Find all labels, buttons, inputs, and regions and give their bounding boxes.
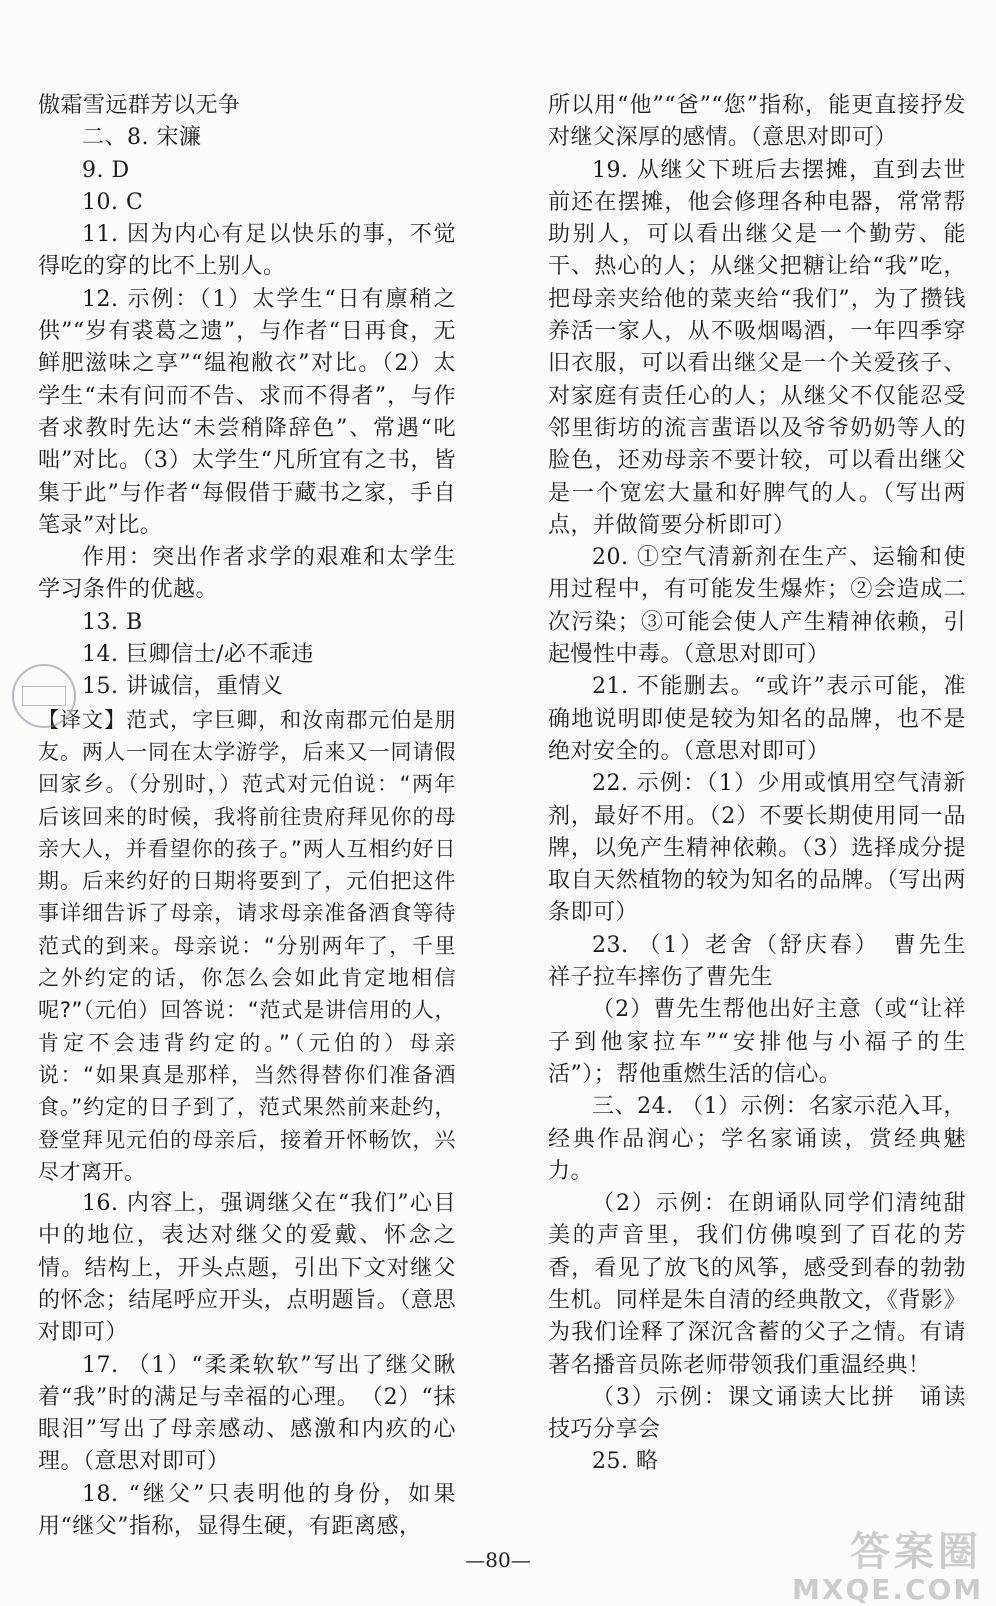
translation-paragraph: 【译文】范式，字巨卿，和汝南郡元伯是朋友。两人一同在太学游学，后来又一同请假回家乡。（分别时，）范式对元伯说：“两年后该回来的时候，我将前往贵府拜见你的母亲大人，并看望你的孩子。”两人互相约好日期。后来约好的日期将要到了，元伯把这件事详细告诉了母亲，请求母亲准备酒食等待范式的到来。母亲说：“分别两年了，千里之外约定的话，你怎么会如此肯定地相信呢?”（元伯）回答说：“范式是讲信用的人，肯定不会违背约定的。”（元伯的）母亲说：“如果真是那样，当然得替你们准备酒食。”约定的日子到了，范式果然前来赴约，登堂拜见元伯的母亲后，接着开怀畅饮，兴尽才离开。 xyxy=(38,707,456,1184)
answer-paragraph: 22. 示例：（1）少用或慎用空气清新剂，最好不用。（2）不要长期使用同一品牌，以免产生精神依赖。（3）选择成分提取自天然植物的较为知名的品牌。（写出两条即可） xyxy=(548,771,966,926)
answer-paragraph: 13. B xyxy=(82,609,143,635)
answer-paragraph: 23. （1）老舍（舒庆春） 曹先生 祥子拉车摔伤了曹先生 xyxy=(548,932,989,991)
answer-paragraph: 21. 不能删去。“或许”表示可能，准确地说明即使是较为知名的品牌，也不是绝对安全的。（意思对即可） xyxy=(548,674,966,764)
answer-paragraph: （2）曹先生帮他出好主意（或“让祥子到他家拉车”“安排他与小福子的生活”）；帮他重燃生活的信心。 xyxy=(548,997,966,1087)
stamp-icon xyxy=(12,664,76,728)
answer-paragraph: 20. ①空气清新剂在生产、运输和使用过程中，有可能发生爆炸；②会造成二次污染；③可能会使人产生精神依赖，引起慢性中毒。（意思对即可） xyxy=(548,545,966,668)
answer-paragraph: 9. D xyxy=(82,157,130,183)
answer-paragraph: 11. 因为内心有足以快乐的事，不觉得吃的穿的比不上别人。 xyxy=(38,222,456,280)
answer-paragraph: 12. 示例：（1）太学生“日有廪稍之供”“岁有裘葛之遗”，与作者“日再食，无鲜肥滋味之享”“缊袍敝衣”对比。（2）太学生“未有问而不告、求而不得者”，与作者求教时先达“未尝稍降辞色”、常遇“叱咄”对比。（3）太学生“凡所宜有之书，皆集于此”与作者“每假借于藏书之家，手自笔录”对比。 xyxy=(38,286,456,538)
left-column xyxy=(38,90,456,1543)
answer-paragraph: 19. 从继父下班后去摆摊，直到去世前还在摆摊，他会修理各种电器，常常帮助别人，可以看出继父是一个勤劳、能干、热心的人；从继父把糖让给“我”吃，把母亲夹给他的菜夹给“我们”，为了攒钱养活一家人，从不吸烟喝酒，一年四季穿旧衣服，可以看出继父是一个关爱孩子、对家庭有责任心的人；从继父不仅能忍受邻里街坊的流言蜚语以及爷爷奶奶等人的脸色，还劝母亲不要计较，可以看出继父是一个宽宏大量和好脾气的人。（写出两点，并做简要分析即可） xyxy=(548,157,966,538)
answer-paragraph: 傲霜雪远群芳以无争 xyxy=(38,93,241,118)
answer-paragraph: 二、8. 宋濂 xyxy=(82,125,202,151)
answer-paragraph: 10. C xyxy=(82,189,144,215)
answer-paragraph: 14. 巨卿信士/必不乖违 xyxy=(82,642,314,668)
answer-paragraph: 所以用“他”“爸”“您”指称，能更直接抒发对继父深厚的感情。（意思对即可） xyxy=(548,93,966,151)
watermark-text-bottom: MXQE.COM xyxy=(792,1573,984,1606)
page-number: —80— xyxy=(465,1548,531,1572)
answer-paragraph: 15. 讲诚信，重情义 xyxy=(82,674,284,700)
answer-paragraph: 16. 内容上，强调继父在“我们”心目中的地位，表达对继父的爱戴、怀念之情。结构上，开头点题，引出下文对继父的怀念；结尾呼应开头，点明题旨。（意思对即可） xyxy=(38,1191,456,1346)
watermark-logo xyxy=(792,1520,984,1606)
watermark-text-top: 答案圈 xyxy=(850,1529,982,1575)
answer-paragraph: 三、24. （1）示例：名家示范入耳，经典作品润心；学名家诵读，赏经典魅力。 xyxy=(548,1094,966,1184)
answer-paragraph: 作用：突出作者求学的艰难和太学生学习条件的优越。 xyxy=(38,545,456,603)
answer-paragraph: 17. （1）“柔柔软软”写出了继父瞅着“我”时的满足与幸福的心理。 （2）“抹眼泪”写出了母亲感动、感激和内疚的心理。（意思对即可） xyxy=(38,1352,456,1475)
answer-paragraph: （2）示例：在朗诵队同学们清纯甜美的声音里，我们仿佛嗅到了百花的芳香，看见了放飞的风筝，感受到春的勃勃生机。同样是朱自清的经典散文，《背影》为我们诠释了深沉含蓄的父子之情。有请著名播音员陈老师带领我们重温经典！ xyxy=(548,1191,966,1378)
answer-paragraph: 18. “继父”只表明他的身份，如果用“继父”指称，显得生硬，有距离感， xyxy=(38,1481,456,1540)
answer-paragraph: 25. 略 xyxy=(592,1449,659,1475)
right-column xyxy=(548,90,989,1479)
answer-paragraph: （3）示例：课文诵读大比拼 诵读技巧分享会 xyxy=(548,1384,966,1443)
